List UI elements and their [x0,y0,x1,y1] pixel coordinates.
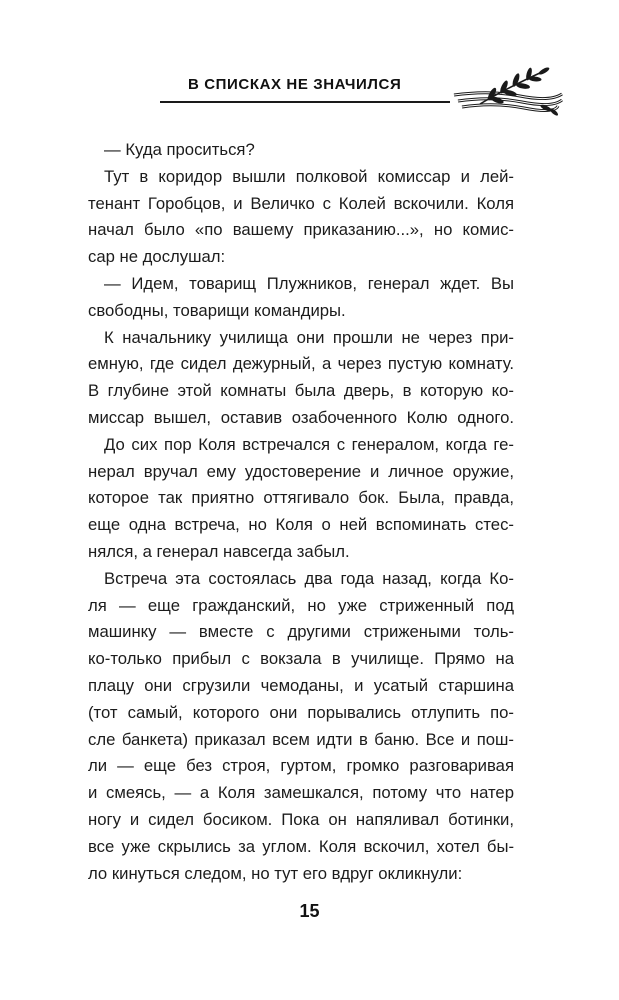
header-rule [160,101,450,103]
text-line: которое так приятно оттягивало бок. Была, правда, [88,488,514,508]
text-line: машинку — вместе с другими стрижеными толь- [88,622,514,642]
text-line: В глубине этой комнаты была дверь, в которую ко- [88,381,514,401]
text-line: все уже скрылись за углом. Коля вскочил, хотел бы- [88,836,514,856]
text-line: (тот самый, которого они порывались отлупить по- [88,702,514,722]
text-line: ля — еще гражданский, но уже стриженный под [88,595,514,615]
text-line: сле банкета) приказал всем идти в баню. Все и пош- [88,729,514,749]
text-line: Встреча эта состоялась два года назад, когда Ко- [104,568,514,588]
text-line: свободны, товарищи командиры. [88,300,346,320]
text-line: миссар вышел, оставив озабоченного Колю одного. [88,407,514,427]
body-text [88,137,514,887]
running-title: В СПИСКАХ НЕ ЗНАЧИЛСЯ [188,76,402,93]
text-line: плацу они сгрузили чемоданы, и усатый старшина [88,675,514,695]
text-line: емную, где сидел дежурный, а через пустую комнату. [88,354,514,374]
text-line: К начальнику училища они прошли не через при- [104,327,514,347]
text-line: начал было «по вашему приказанию...», но комис- [88,220,514,240]
laurel-ribbon-icon [450,64,568,120]
text-line: ли — еще без строя, гуртом, громко разговаривая [88,756,514,776]
text-line: ко-только прибыл с вокзала в училище. Прямо на [88,649,514,669]
text-line: — Куда проситься? [104,140,255,159]
page-number: 15 [299,901,320,921]
text-line: сар не дослушал: [88,247,226,267]
text-line: и смеясь, — а Коля замешкался, потому что натер [88,783,514,803]
text-line: тенант Горобцов, и Величко с Колей вскочили. Коля [88,193,514,213]
text-line: ло кинуться следом, но тут его вдруг окликнули: [88,863,463,883]
text-line: еще одна встреча, но Коля о ней вспоминать стес- [88,515,514,535]
text-line: — Идем, товарищ Плужников, генерал ждет. Вы [104,273,514,293]
text-line: Тут в коридор вышли полковой комиссар и лей- [104,166,514,186]
text-line: нялся, а генерал навсегда забыл. [88,541,350,561]
running-header [160,64,580,106]
text-line: нерал вручал ему удостоверение и личное оружие, [88,461,514,481]
text-line: До сих пор Коля встречался с генералом, когда ге- [104,434,514,454]
text-line: ногу и сидел босиком. Пока он напяливал ботинки, [88,809,514,829]
